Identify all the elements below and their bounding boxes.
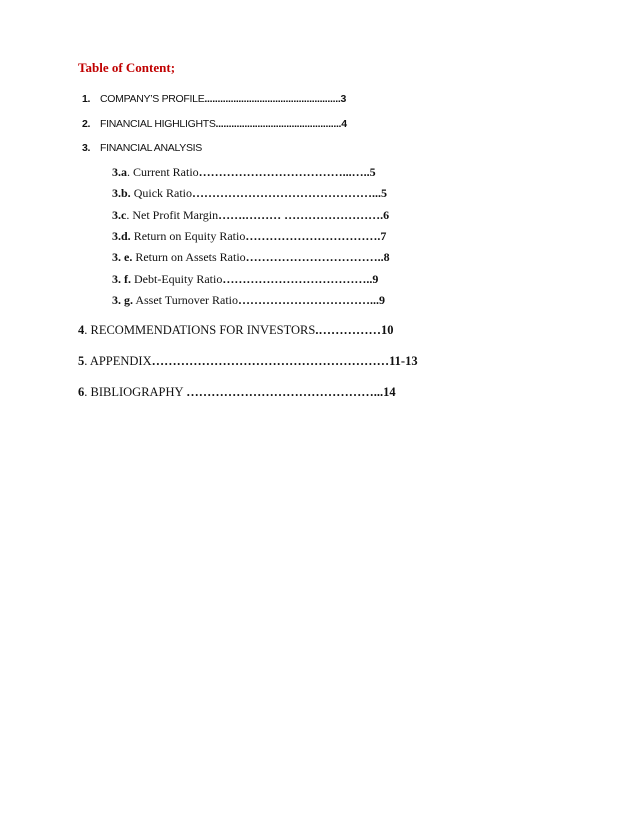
item-number: 3.c: [112, 208, 127, 222]
item-page: ..9: [366, 272, 379, 286]
toc-item-company-profile[interactable]: [82, 93, 346, 105]
toc-subitem-return-on-assets[interactable]: [112, 250, 390, 265]
toc-subitem-current-ratio[interactable]: [112, 165, 376, 180]
item-label: BIBLIOGRAPHY: [90, 385, 187, 399]
item-leader: …….……… ……………………: [218, 208, 381, 222]
item-label: Net Profit Margin: [132, 208, 219, 222]
item-page: 11-13: [389, 354, 418, 368]
item-page: 3: [340, 93, 347, 105]
toc-item-bibliography[interactable]: [78, 385, 396, 400]
item-leader: ……………………………: [245, 229, 378, 243]
item-number: 6: [78, 385, 85, 399]
item-sep: .: [84, 354, 90, 368]
item-sep: .: [84, 385, 91, 399]
toc-subitem-debt-equity[interactable]: [112, 272, 378, 287]
item-label: FINANCIAL HIGHLIGHTS: [100, 118, 216, 130]
item-number: 1.: [82, 93, 91, 105]
toc-subitem-asset-turnover[interactable]: [112, 293, 385, 308]
toc-item-recommendations[interactable]: [78, 323, 393, 338]
item-label: FINANCIAL ANALYSIS: [100, 142, 202, 154]
item-sep: .: [84, 323, 91, 337]
item-page: ..8: [377, 250, 390, 264]
item-number: 2.: [82, 118, 91, 130]
item-page: 4: [341, 118, 347, 130]
item-label: APPENDIX: [89, 354, 152, 368]
item-number: 3. e.: [112, 250, 133, 264]
item-sep: .: [126, 208, 133, 222]
item-number: 3.: [82, 142, 91, 154]
item-label: Return on Assets Ratio: [135, 250, 246, 264]
item-number: 5: [78, 354, 85, 368]
item-label: Current Ratio: [133, 165, 199, 179]
item-label: RECOMMENDATIONS FOR INVESTORS: [90, 323, 316, 337]
item-leader: ………………………………...…: [198, 165, 364, 179]
item-leader: …………………………………………………: [151, 354, 390, 368]
toc-subitem-quick-ratio[interactable]: [112, 186, 387, 201]
item-page: .7: [377, 229, 387, 243]
item-label: Debt-Equity Ratio: [134, 272, 223, 286]
item-number: 3.b.: [112, 186, 131, 200]
item-leader: ……………………………: [245, 250, 378, 264]
item-label: Asset Turnover Ratio: [135, 293, 239, 307]
toc-title: Table of Content;: [78, 60, 176, 75]
toc-item-appendix[interactable]: [78, 354, 418, 369]
item-page: ...5: [372, 186, 388, 200]
item-page: 10: [380, 323, 394, 337]
item-leader: ................................................: [215, 118, 342, 130]
toc-subitem-return-on-equity[interactable]: [112, 229, 386, 244]
toc-subitem-net-profit-margin[interactable]: [112, 208, 389, 223]
item-label: COMPANY’S PROFILE: [100, 93, 205, 105]
item-label: Quick Ratio: [133, 186, 193, 200]
item-number: 3. g.: [112, 293, 133, 307]
item-leader: ………………………………: [222, 272, 367, 286]
item-label: Return on Equity Ratio: [133, 229, 246, 243]
item-page: ...9: [370, 293, 386, 307]
item-leader: ……………………………………….: [186, 385, 377, 399]
item-number: 4: [78, 323, 85, 337]
item-page: ..5: [363, 165, 376, 179]
item-page: ..14: [376, 385, 396, 399]
toc-item-financial-analysis[interactable]: [82, 142, 202, 154]
item-leader: .……………: [315, 323, 381, 337]
toc-item-financial-highlights[interactable]: [82, 118, 347, 130]
item-number: 3.d.: [112, 229, 131, 243]
item-leader: ………………………………………: [192, 186, 373, 200]
item-sep: .: [127, 165, 133, 179]
item-leader: ....................................................: [204, 93, 341, 105]
item-number: 3.a: [112, 165, 127, 179]
item-number: 3. f.: [112, 272, 131, 286]
item-leader: ……………………………: [238, 293, 371, 307]
item-page: .6: [380, 208, 390, 222]
